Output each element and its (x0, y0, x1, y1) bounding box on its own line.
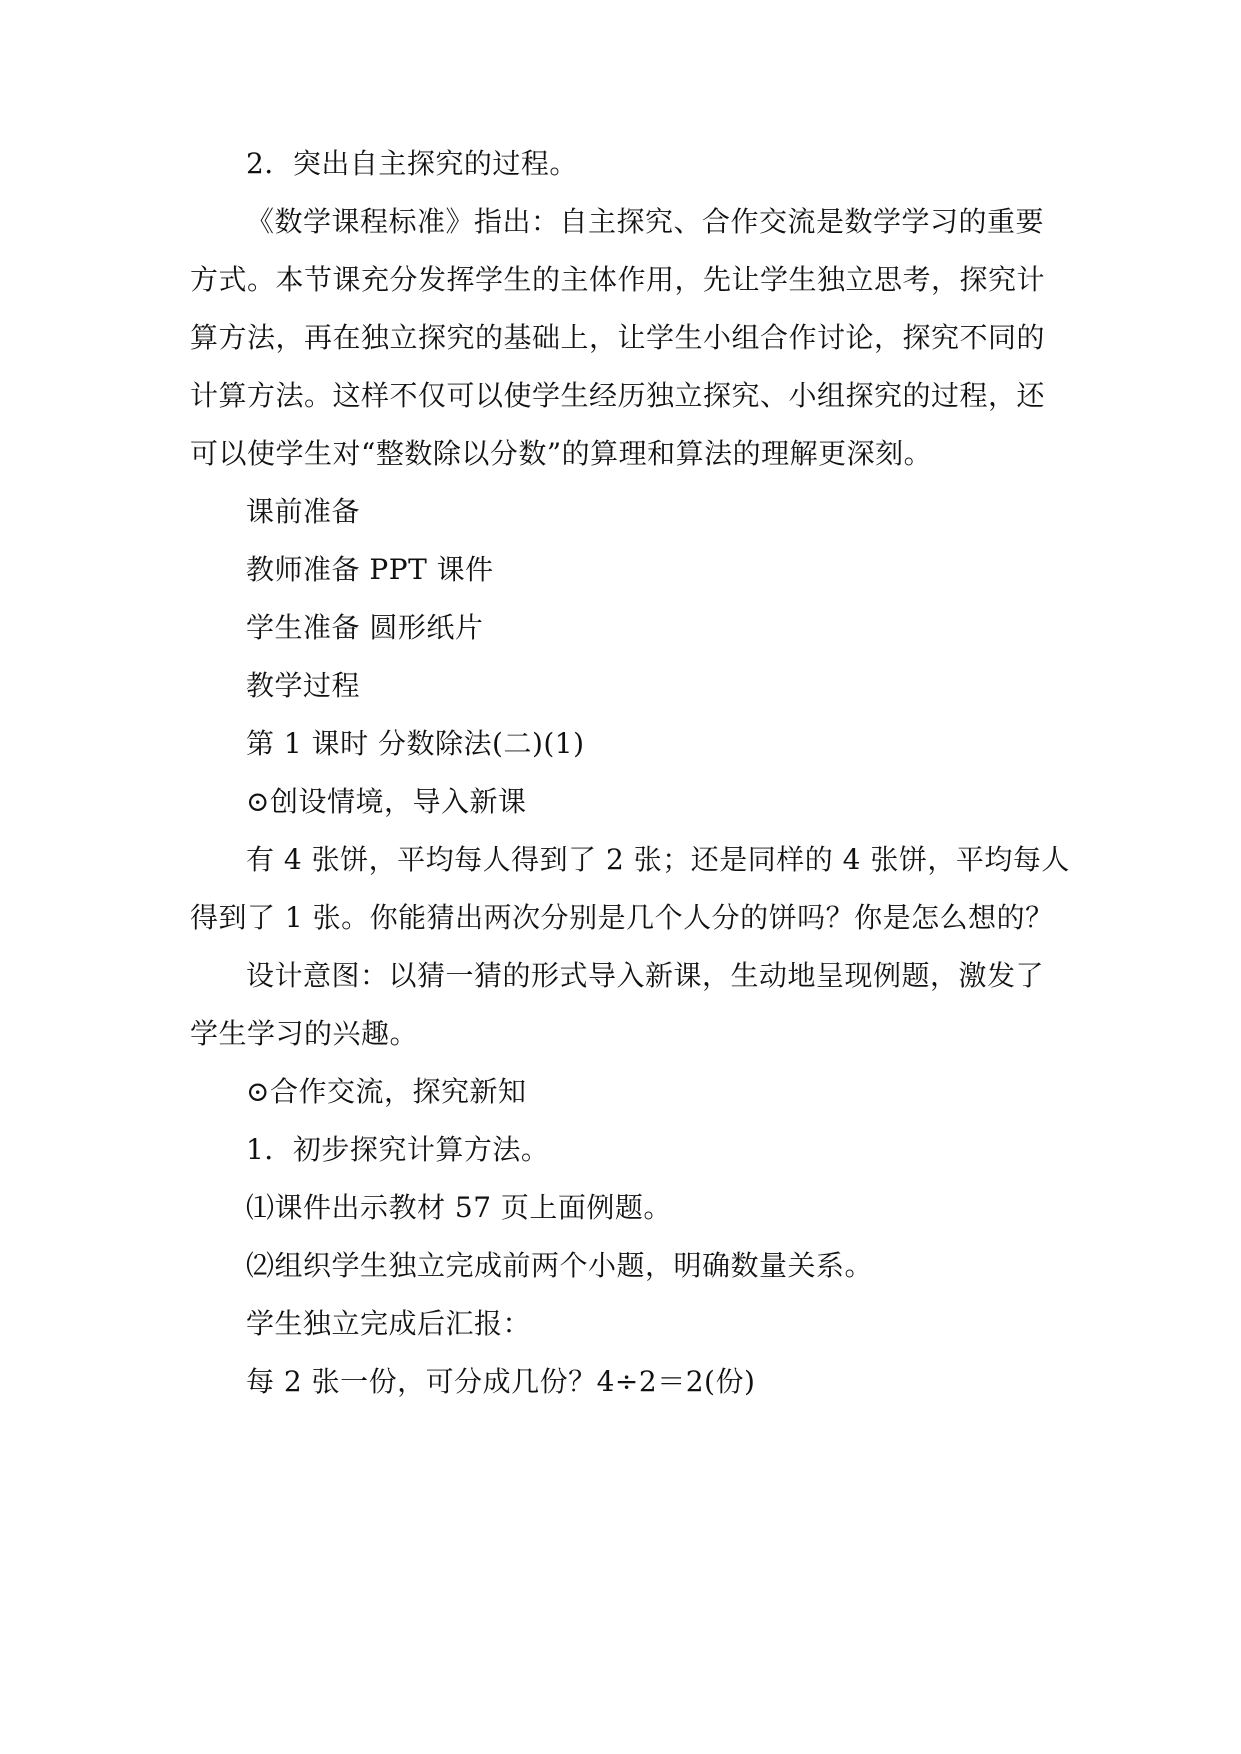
student-prep: 学生准备 圆形纸片 (246, 611, 484, 644)
paragraph-line: 可以使学生对“整数除以分数”的算理和算法的理解更深刻。 (190, 437, 933, 470)
prep-title: 课前准备 (246, 495, 361, 528)
lesson-title: 第 1 课时 分数除法(二)(1) (246, 727, 585, 760)
teacher-prep: 教师准备 PPT 课件 (246, 553, 494, 586)
section-heading: ⊙合作交流，探究新知 (246, 1075, 527, 1108)
sub-step: ⑴课件出示教材 57 页上面例题。 (246, 1191, 672, 1224)
process-title: 教学过程 (246, 669, 361, 702)
paragraph-line: 学生学习的兴趣。 (190, 1017, 419, 1050)
paragraph-line: 得到了 1 张。你能猜出两次分别是几个人分的饼吗？你是怎么想的？ (190, 901, 1054, 934)
report-line: 学生独立完成后汇报： (246, 1307, 532, 1340)
sub-step: ⑵组织学生独立完成前两个小题，明确数量关系。 (246, 1249, 874, 1282)
heading-2: 2．突出自主探究的过程。 (246, 147, 578, 180)
section-heading: ⊙创设情境，导入新课 (246, 785, 527, 818)
paragraph-line: 计算方法。这样不仅可以使学生经历独立探究、小组探究的过程，还 (190, 379, 1046, 412)
paragraph-line: 算方法，再在独立探究的基础上，让学生小组合作讨论，探究不同的 (190, 321, 1046, 354)
paragraph-line: 《数学课程标准》指出：自主探究、合作交流是数学学习的重要 (246, 205, 1045, 238)
step-heading: 1．初步探究计算方法。 (246, 1133, 550, 1166)
paragraph-line: 方式。本节课充分发挥学生的主体作用，先让学生独立思考，探究计 (190, 263, 1046, 296)
paragraph-line: 有 4 张饼，平均每人得到了 2 张；还是同样的 4 张饼，平均每人 (246, 843, 1070, 876)
paragraph-line: 设计意图：以猜一猜的形式导入新课，生动地呈现例题，激发了 (246, 959, 1045, 992)
calculation-line: 每 2 张一份，可分成几份？4÷2＝2(份) (246, 1365, 756, 1398)
